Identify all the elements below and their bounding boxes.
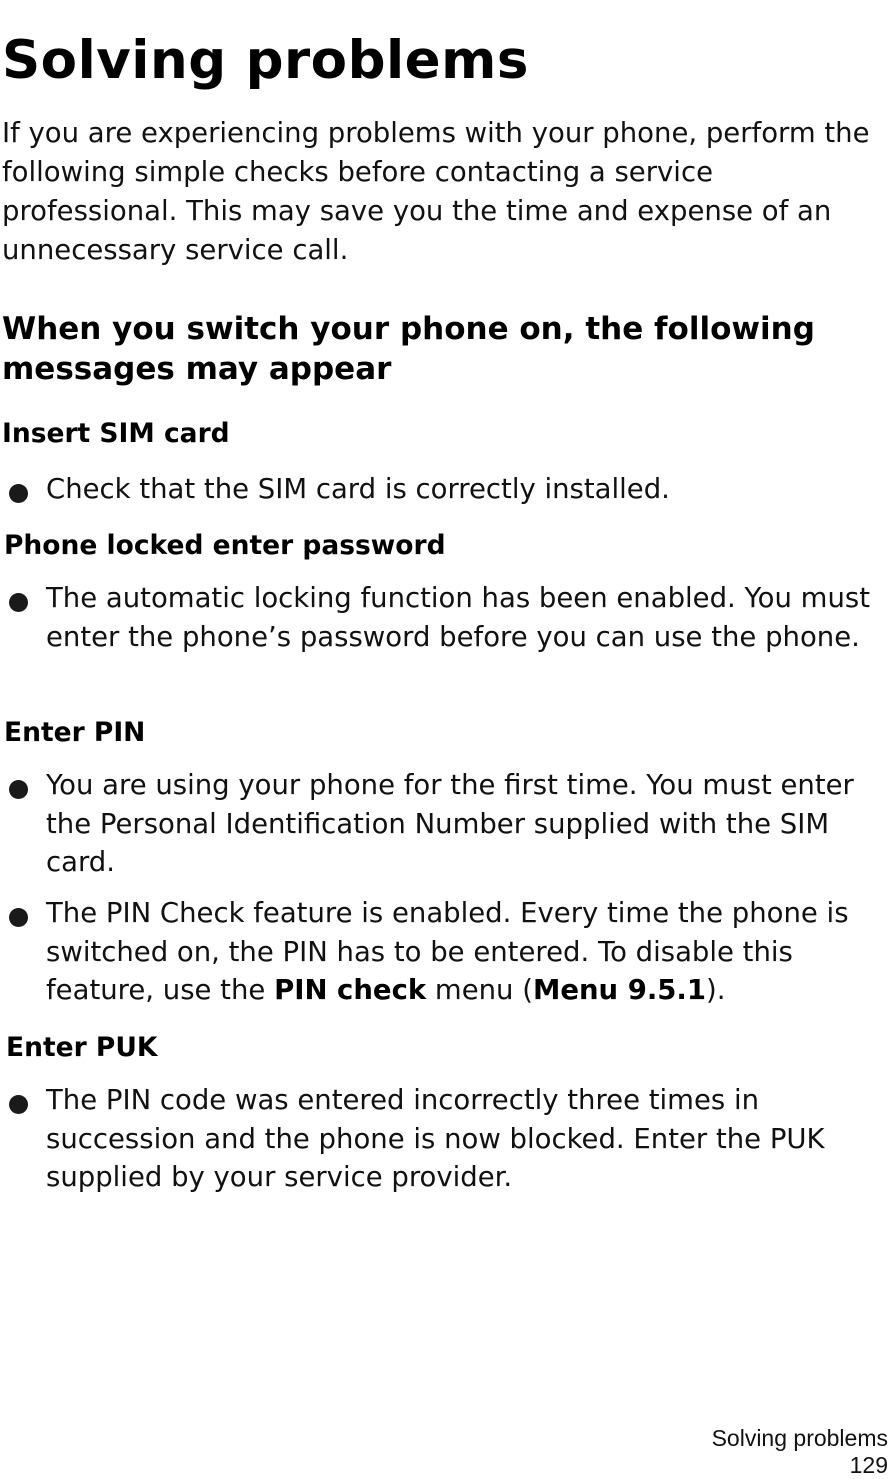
bullet-text-part: ). [706,974,726,1006]
message-heading-phone-locked: Phone locked enter password [4,530,446,561]
pin-check-menu-name: PIN check [274,974,427,1006]
bullet-text: Check that the SIM card is correctly installed. [46,473,670,505]
bullet-text: The automatic locking function has been enabled. You must enter the phone’s password before you can use the phone. [46,582,870,653]
bullet-text-part: menu ( [426,974,533,1006]
bullet-dot-icon [9,908,28,927]
intro-paragraph: If you are experiencing problems with your phone, perform the following simple checks before contacting a service professional. This may save you the time and expense of an unnecessary service call. [2,117,870,266]
bullet-dot-icon [9,484,28,503]
bullet-dot-icon [9,1095,28,1114]
message-heading-enter-puk: Enter PUK [6,1032,158,1063]
bullet-dot-icon [9,593,28,612]
section-heading: When you switch your phone on, the following messages may appear [2,311,815,387]
page-title: Solving problems [2,30,529,91]
menu-path-reference: Menu 9.5.1 [532,974,706,1006]
bullet-text [46,894,886,1010]
bullet-text: The PIN code was entered incorrectly three times in succession and the phone is now blocked. Enter the PUK supplied by your service provider. [46,1084,825,1193]
message-heading-insert-sim: Insert SIM card [2,418,230,449]
bullet-text: You are using your phone for the first time. You must enter the Personal Identification Number supplied with the SIM card. [46,769,854,878]
bullet-text-part: The PIN Check feature is enabled. Every time the phone is switched on, the PIN has to be entered. To disable this feature, use the [46,897,849,1006]
bullet-dot-icon [9,780,28,799]
footer-section-name: Solving problems [711,1425,888,1451]
message-heading-enter-pin: Enter PIN [4,717,146,748]
page-number: 129 [849,1452,888,1478]
